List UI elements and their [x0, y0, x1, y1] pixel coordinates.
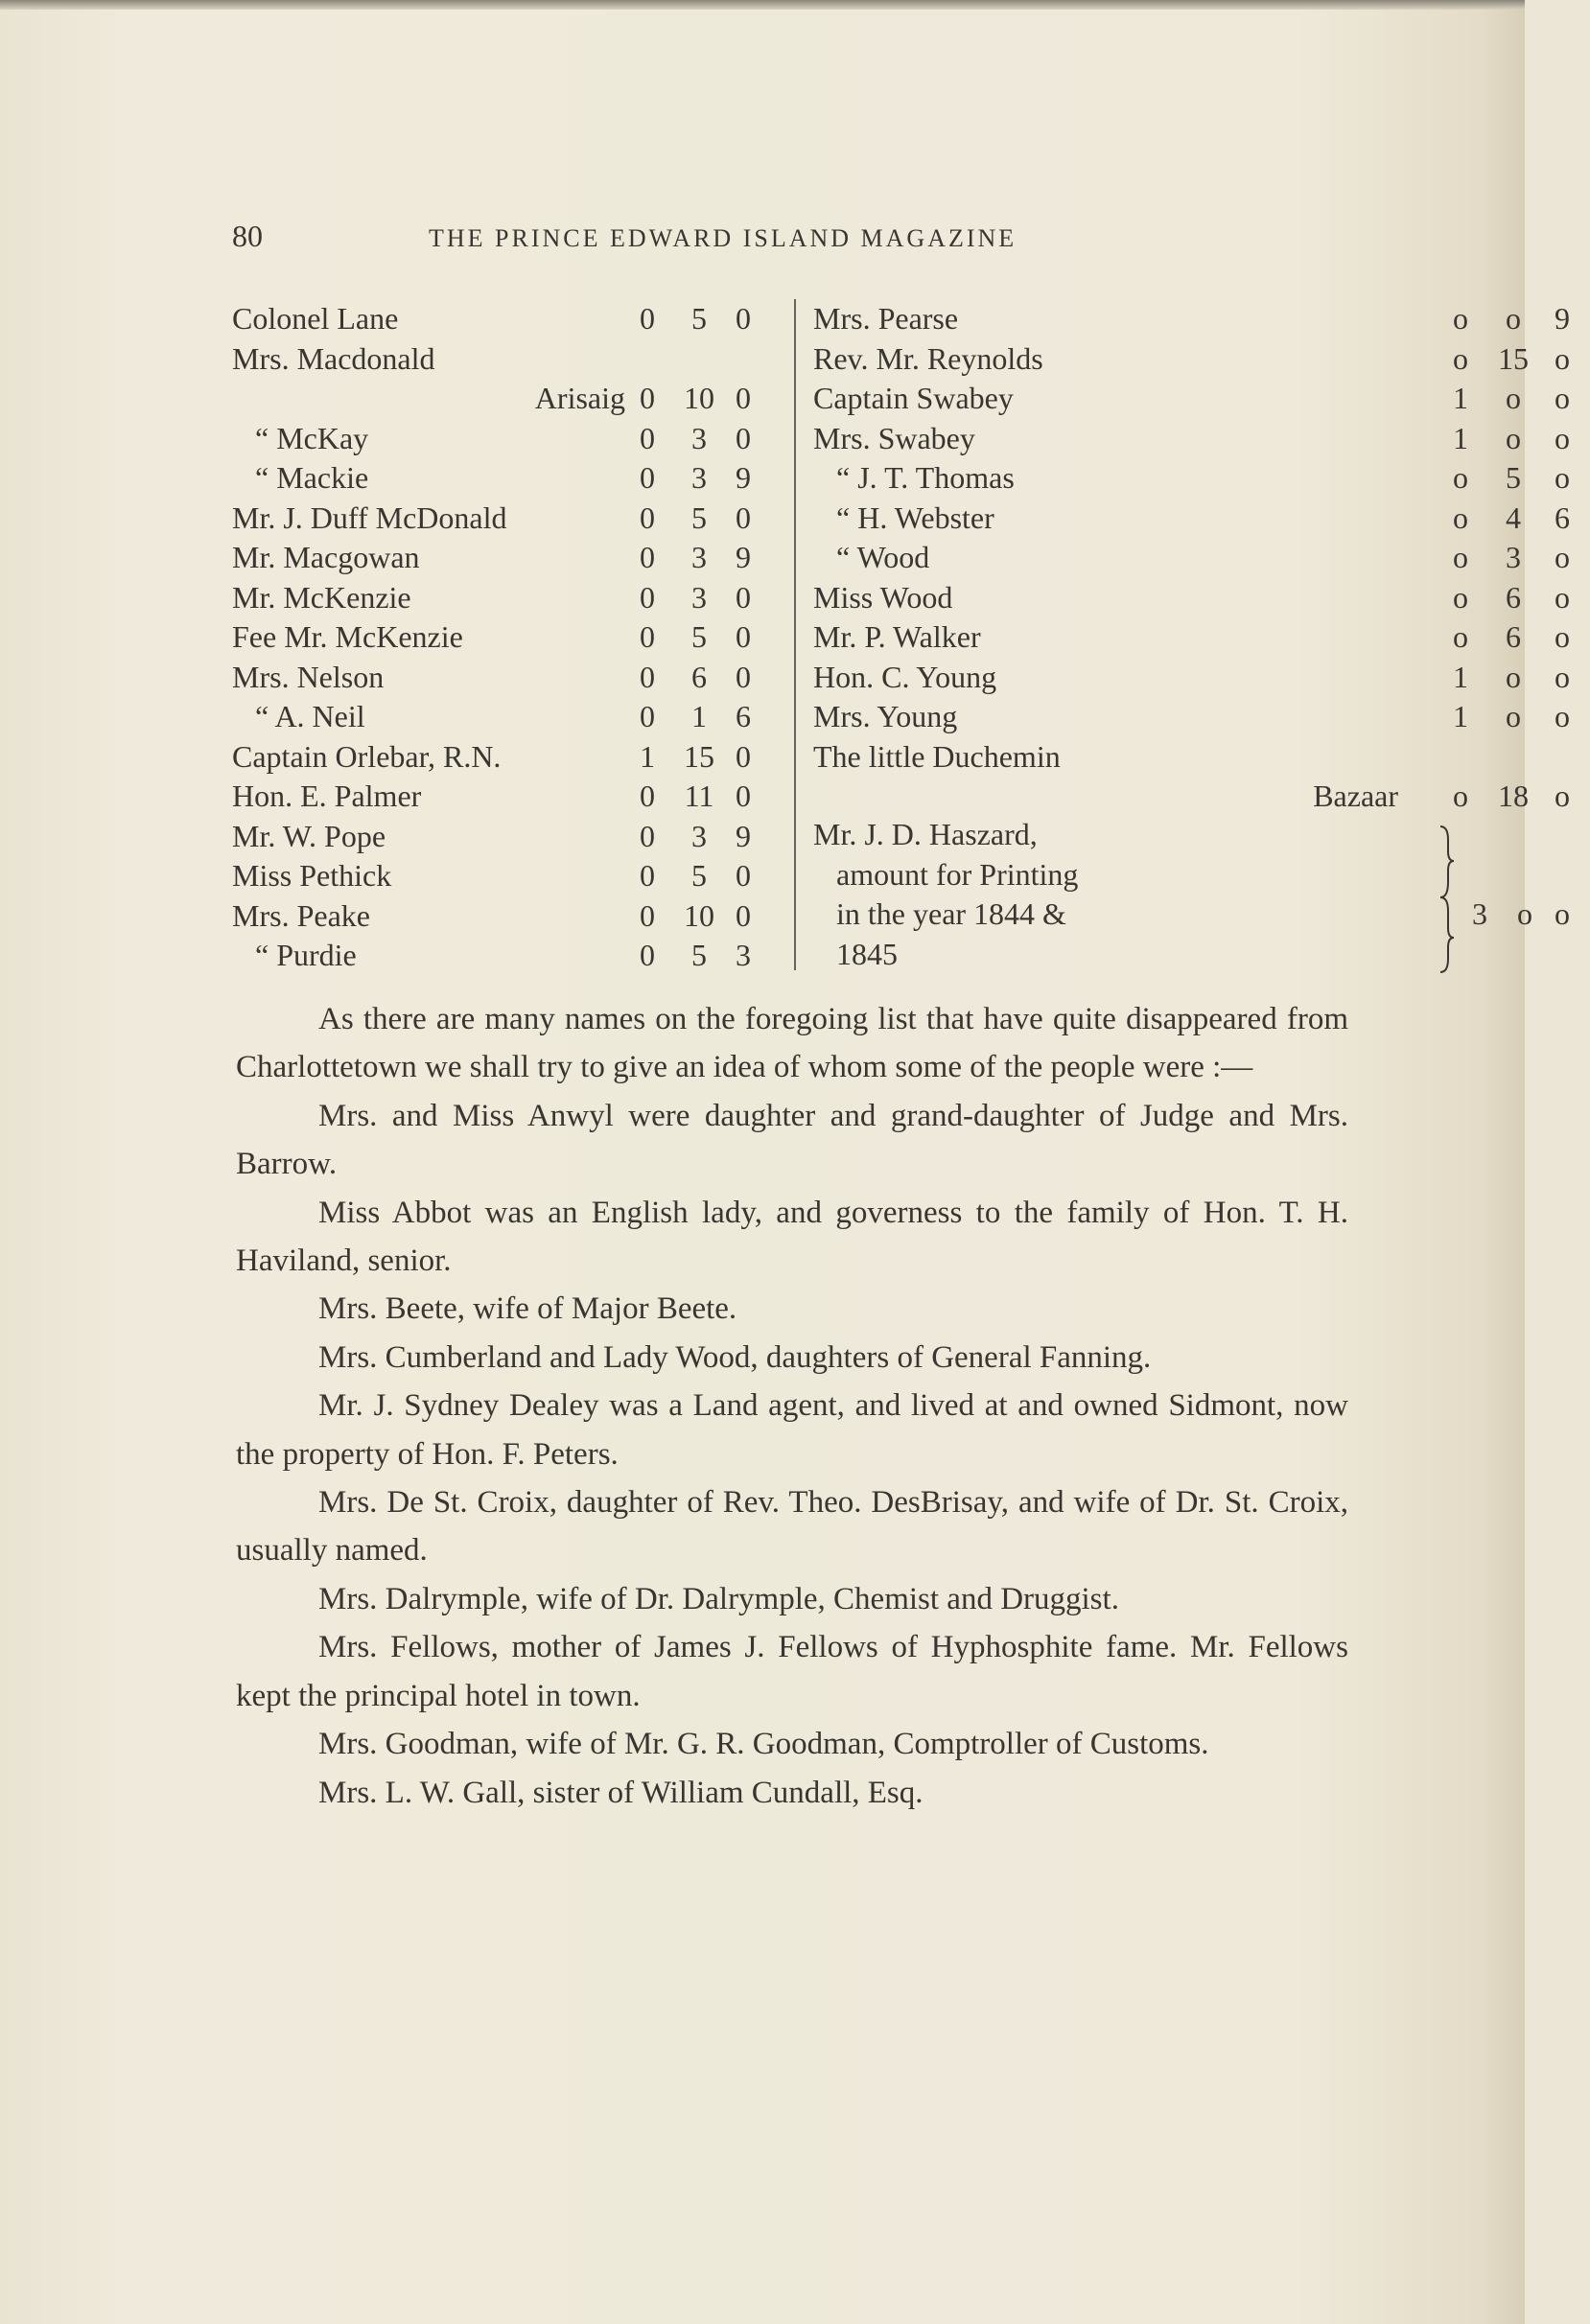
amount-pence: 9 — [736, 818, 751, 853]
amount-pounds: 0 — [640, 818, 655, 853]
amount-pence: 6 — [736, 699, 751, 733]
subscriber-name: Bazaar — [1313, 779, 1398, 813]
amount-pounds: o — [1453, 779, 1468, 813]
subscriber-name: Mr. P. Walker — [813, 619, 981, 654]
amount-shillings: 5 — [1506, 460, 1521, 495]
page-edge-shadow — [0, 0, 1525, 10]
haszard-line: Mr. J. D. Haszard, — [813, 817, 1038, 851]
amount-pounds: 0 — [640, 420, 655, 455]
amount-pence: 0 — [736, 779, 751, 813]
subscription-row — [813, 299, 1590, 339]
running-title: THE PRINCE EDWARD ISLAND MAGAZINE — [429, 224, 1017, 252]
amount-pounds: o — [1453, 579, 1468, 615]
subscription-row — [813, 379, 1590, 419]
subscriber-name: Hon. C. Young — [813, 659, 997, 694]
amount-pounds: 1 — [1453, 420, 1468, 455]
subscriber-name: Mrs. Young — [813, 699, 958, 733]
subscriber-name: Arisaig — [534, 381, 625, 415]
subscriber-name: The little Duchemin — [813, 738, 1061, 774]
amount-shillings: 3 — [691, 579, 707, 615]
subscription-row — [813, 339, 1590, 380]
subscription-row — [232, 419, 779, 459]
amount-pence: o — [1555, 420, 1570, 455]
amount-pence: 9 — [1555, 301, 1570, 336]
amount-shillings: 3 — [691, 540, 707, 574]
amount-pence: 0 — [736, 897, 751, 933]
paragraph: Mr. J. Sydney Dealey was a Land agent, and lived at and owned Sidmont, now the property of Hon. F. Peters. — [236, 1388, 1348, 1472]
subscriber-name: Mrs. Swabey — [813, 420, 975, 455]
subscriber-name: Fee Mr. McKenzie — [232, 619, 463, 654]
amount-pounds: 1 — [1453, 659, 1468, 694]
haszard-line: 1845 — [836, 936, 898, 971]
subscriber-name: Mrs. Nelson — [232, 659, 385, 694]
amount-pence: o — [1555, 659, 1570, 694]
subscription-row — [813, 458, 1590, 499]
subscriber-name: “ Wood — [836, 540, 930, 574]
subscription-row — [232, 538, 779, 578]
page-header — [232, 219, 1201, 267]
subscriber-name: Captain Orlebar, R.N. — [232, 738, 502, 774]
subscriber-name: Mrs. Macdonald — [232, 340, 435, 376]
amount-shillings: 3 — [691, 460, 707, 495]
amount-shillings: 4 — [1506, 500, 1521, 535]
amount-pounds: o — [1453, 340, 1468, 376]
subscriber-name: Miss Wood — [813, 579, 953, 615]
amount-shillings: 15 — [684, 738, 714, 774]
amount-pounds: 0 — [640, 579, 655, 615]
haszard-entry — [813, 815, 1590, 978]
brace-mark — [1437, 823, 1460, 976]
page-number: 80 — [232, 219, 263, 253]
subscription-row — [232, 856, 779, 896]
paragraph: Miss Abbot was an English lady, and governess to the family of Hon. T. H. Haviland, senior. — [236, 1195, 1348, 1279]
subscriber-name: Mr. Macgowan — [232, 540, 420, 574]
amount-pence: o — [1555, 340, 1570, 376]
amount-pence: 0 — [736, 301, 751, 336]
subscription-row — [232, 578, 779, 618]
subscription-row — [232, 817, 779, 857]
amount-shillings: 3 — [1506, 540, 1521, 574]
amount-pounds: o — [1453, 500, 1468, 535]
amount-pounds: 0 — [640, 938, 655, 972]
amount-pence: 0 — [736, 420, 751, 455]
subscriber-name: “ H. Webster — [836, 500, 994, 535]
amount-shillings: 15 — [1498, 340, 1529, 376]
subscriber-name: Mr. W. Pope — [232, 818, 386, 853]
paragraph: Mrs. Dalrymple, wife of Dr. Dalrymple, Chemist and Druggist. — [318, 1581, 1119, 1616]
subscription-row — [232, 379, 779, 419]
subscriber-name: “ Mackie — [255, 460, 369, 495]
amount-shillings: 6 — [1506, 619, 1521, 654]
subscription-row — [813, 578, 1590, 618]
subscription-row — [813, 658, 1590, 698]
amount-pounds: 0 — [640, 460, 655, 495]
amount-pence: 3 — [736, 938, 751, 972]
amount-pounds: o — [1453, 460, 1468, 495]
amount-shillings: 11 — [684, 779, 714, 813]
amount-shillings: 5 — [691, 938, 707, 972]
amount-shillings: 6 — [1506, 579, 1521, 615]
amount-shillings: 3 — [691, 420, 707, 455]
subscriber-name: Mrs. Pearse — [813, 301, 959, 336]
amount-pence: o — [1555, 779, 1570, 813]
subscription-row — [813, 538, 1590, 578]
amount-shillings: o — [1506, 301, 1521, 336]
subscription-column-right — [813, 299, 1590, 817]
amount-shillings: 1 — [691, 699, 707, 733]
amount-pounds: 3 — [1472, 896, 1487, 931]
amount-pence: 0 — [736, 579, 751, 615]
amount-pence: o — [1555, 381, 1570, 415]
amount-pence: 0 — [736, 659, 751, 694]
subscription-column-left — [232, 299, 779, 976]
subscription-row — [232, 658, 779, 698]
subscriber-name: Rev. Mr. Reynolds — [813, 340, 1043, 376]
amount-shillings: o — [1506, 659, 1521, 694]
article-text — [236, 995, 1348, 1817]
subscription-row — [232, 499, 779, 539]
amount-shillings: o — [1506, 381, 1521, 415]
amount-shillings: 6 — [691, 659, 707, 694]
amount-shillings: 5 — [691, 619, 707, 654]
amount-pounds: 0 — [640, 897, 655, 933]
amount-shillings: 5 — [691, 858, 707, 893]
subscriber-name: Colonel Lane — [232, 301, 399, 336]
column-divider — [794, 299, 796, 970]
subscription-row — [232, 936, 779, 976]
paragraph: Mrs. Fellows, mother of James J. Fellows of Hyphosphite fame. Mr. Fellows kept the principal hotel in town. — [236, 1630, 1348, 1713]
amount-pence: 0 — [736, 381, 751, 415]
subscription-row — [232, 617, 779, 658]
subscriber-name: Mr. J. Duff McDonald — [232, 500, 507, 535]
subscriber-name: Hon. E. Palmer — [232, 779, 422, 813]
amount-pounds: 0 — [640, 381, 655, 415]
amount-pence: 0 — [736, 738, 751, 774]
subscription-row — [232, 777, 779, 817]
paragraph: As there are many names on the foregoing list that have quite disappeared from Charlottetown we shall try to give an idea of whom some of the people were :— — [236, 1002, 1348, 1085]
paragraph: Mrs. Goodman, wife of Mr. G. R. Goodman, Comptroller of Customs. — [318, 1727, 1209, 1762]
paragraph: Mrs. De St. Croix, daughter of Rev. Theo. DesBrisay, and wife of Dr. St. Croix, usually named. — [236, 1485, 1348, 1569]
subscriber-name: Mrs. Peake — [232, 897, 370, 933]
subscriber-name: Captain Swabey — [813, 381, 1014, 415]
amount-pounds: 0 — [640, 699, 655, 733]
subscription-row — [232, 697, 779, 737]
amount-shillings: o — [1506, 699, 1521, 733]
amount-pounds: 1 — [1453, 699, 1468, 733]
amount-pence: 9 — [736, 540, 751, 574]
amount-shillings: o — [1517, 896, 1532, 931]
amount-pounds: o — [1453, 540, 1468, 574]
subscriber-name: “ McKay — [255, 420, 369, 455]
amount-pence: o — [1555, 540, 1570, 574]
amount-pounds: 0 — [640, 540, 655, 574]
amount-pounds: 0 — [640, 779, 655, 813]
amount-pounds: 0 — [640, 301, 655, 336]
haszard-line: in the year 1844 & — [836, 896, 1066, 931]
amount-pence: 0 — [736, 500, 751, 535]
amount-pence: o — [1555, 896, 1570, 931]
subscription-row — [813, 697, 1590, 737]
subscriber-name: Miss Pethick — [232, 858, 392, 893]
subscription-row — [813, 419, 1590, 459]
amount-pence: 0 — [736, 619, 751, 654]
amount-pence: o — [1555, 460, 1570, 495]
subscriber-name: “ J. T. Thomas — [836, 460, 1015, 495]
amount-pence: 9 — [736, 460, 751, 495]
subscription-row — [813, 737, 1590, 778]
subscription-row — [232, 299, 779, 339]
amount-pounds: 0 — [640, 858, 655, 893]
subscription-row — [232, 458, 779, 499]
amount-pence: o — [1555, 619, 1570, 654]
haszard-line: amount for Printing — [836, 856, 1079, 892]
amount-pounds: 1 — [640, 738, 655, 774]
amount-shillings: 3 — [691, 818, 707, 853]
amount-pounds: o — [1453, 301, 1468, 336]
subscription-row — [232, 737, 779, 778]
subscription-row — [813, 617, 1590, 658]
amount-pence: o — [1555, 699, 1570, 733]
subscriber-name: Mr. McKenzie — [232, 579, 411, 615]
subscriber-name: “ A. Neil — [255, 699, 365, 733]
amount-shillings: 10 — [684, 897, 714, 933]
subscription-row — [813, 499, 1590, 539]
amount-pence: 0 — [736, 858, 751, 893]
subscription-list — [232, 299, 1570, 980]
amount-pounds: o — [1453, 619, 1468, 654]
subscription-row — [232, 339, 779, 380]
amount-pounds: 0 — [640, 659, 655, 694]
amount-shillings: 10 — [684, 381, 714, 415]
amount-pence: o — [1555, 579, 1570, 615]
paragraph: Mrs. Beete, wife of Major Beete. — [318, 1291, 737, 1327]
amount-pounds: 0 — [640, 619, 655, 654]
paragraph: Mrs. and Miss Anwyl were daughter and grand-daughter of Judge and Mrs. Barrow. — [236, 1098, 1348, 1182]
amount-shillings: 5 — [691, 500, 707, 535]
subscriber-name: “ Purdie — [255, 938, 357, 972]
amount-shillings: 18 — [1498, 779, 1529, 813]
amount-shillings: o — [1506, 420, 1521, 455]
paragraph: Mrs. Cumberland and Lady Wood, daughters of General Fanning. — [318, 1339, 1152, 1375]
paragraph: Mrs. L. W. Gall, sister of William Cundall, Esq. — [318, 1775, 924, 1810]
amount-pence: 6 — [1555, 500, 1570, 535]
subscription-row — [813, 777, 1590, 817]
amount-pounds: 1 — [1453, 381, 1468, 415]
amount-pounds: 0 — [640, 500, 655, 535]
subscription-row — [232, 896, 779, 937]
amount-shillings: 5 — [691, 301, 707, 336]
